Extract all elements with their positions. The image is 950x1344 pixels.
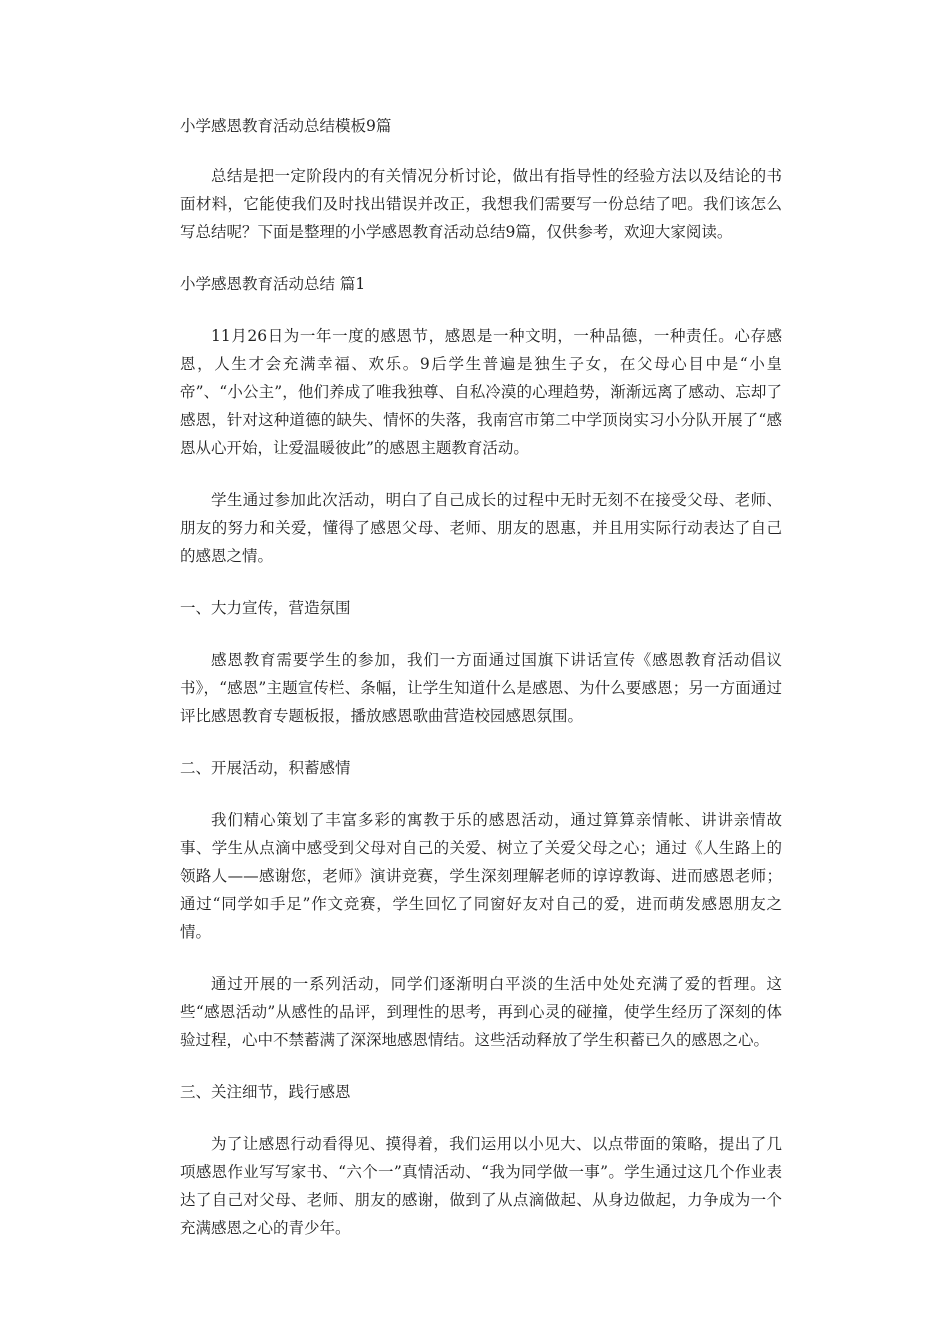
subheading-3: 三、关注细节，践行感恩 bbox=[180, 1083, 351, 1101]
body-paragraph-4: 我们精心策划了丰富多彩的寓教于乐的感恩活动，通过算算亲情帐、讲讲亲情故事、学生从点滴中感受到父母对自己的关爱、树立了关爱父母之心；通过《人生路上的领路人——感谢您，老师》演讲竞赛，学生深刻理解老师的谆谆教诲、进而感恩老师；通过“同学如手足”作文竞赛，学生回忆了同窗好友对自己的爱，进而萌发感恩朋友之情。 bbox=[180, 811, 782, 941]
intro-paragraph: 总结是把一定阶段内的有关情况分析讨论，做出有指导性的经验方法以及结论的书面材料，它能使我们及时找出错误并改正，我想我们需要写一份总结了吧。我们该怎么写总结呢？下面是整理的小学感恩教育活动总结9篇，仅供参考，欢迎大家阅读。 bbox=[180, 167, 782, 241]
section-title: 小学感恩教育活动总结 篇1 bbox=[180, 275, 366, 293]
subheading-2: 二、开展活动，积蓄感情 bbox=[180, 759, 351, 777]
subheading-1: 一、大力宣传，营造氛围 bbox=[180, 599, 351, 617]
document-title: 小学感恩教育活动总结模板9篇 bbox=[180, 117, 392, 135]
body-paragraph-2: 学生通过参加此次活动，明白了自己成长的过程中无时无刻不在接受父母、老师、朋友的努力和关爱，懂得了感恩父母、老师、朋友的恩惠，并且用实际行动表达了自己的感恩之情。 bbox=[180, 491, 782, 565]
body-paragraph-3: 感恩教育需要学生的参加，我们一方面通过国旗下讲话宣传《感恩教育活动倡议书》，“感恩”主题宣传栏、条幅，让学生知道什么是感恩、为什么要感恩；另一方面通过评比感恩教育专题板报，播放感恩歌曲营造校园感恩氛围。 bbox=[180, 651, 782, 725]
body-paragraph-6: 为了让感恩行动看得见、摸得着，我们运用以小见大、以点带面的策略，提出了几项感恩作业写写家书、“六个一”真情活动、“我为同学做一事”。学生通过这几个作业表达了自己对父母、老师、朋友的感谢，做到了从点滴做起、从身边做起，力争成为一个充满感恩之心的青少年。 bbox=[180, 1135, 782, 1237]
body-paragraph-1: 11月26日为一年一度的感恩节，感恩是一种文明，一种品德，一种责任。心存感恩，人生才会充满幸福、欢乐。9后学生普遍是独生子女，在父母心目中是“小皇帝”、“小公主”，他们养成了唯我独尊、自私冷漠的心理趋势，渐渐远离了感动、忘却了感恩，针对这种道德的缺失、情怀的失落，我南宫市第二中学顶岗实习小分队开展了“感恩从心开始，让爱温暖彼此”的感恩主题教育活动。 bbox=[180, 327, 782, 457]
body-paragraph-5: 通过开展的一系列活动，同学们逐渐明白平淡的生活中处处充满了爱的哲理。这些“感恩活动”从感性的品评，到理性的思考，再到心灵的碰撞，使学生经历了深刻的体验过程，心中不禁蓄满了深深地感恩情结。这些活动释放了学生积蓄已久的感恩之心。 bbox=[180, 975, 782, 1049]
document-page bbox=[180, 112, 782, 1266]
